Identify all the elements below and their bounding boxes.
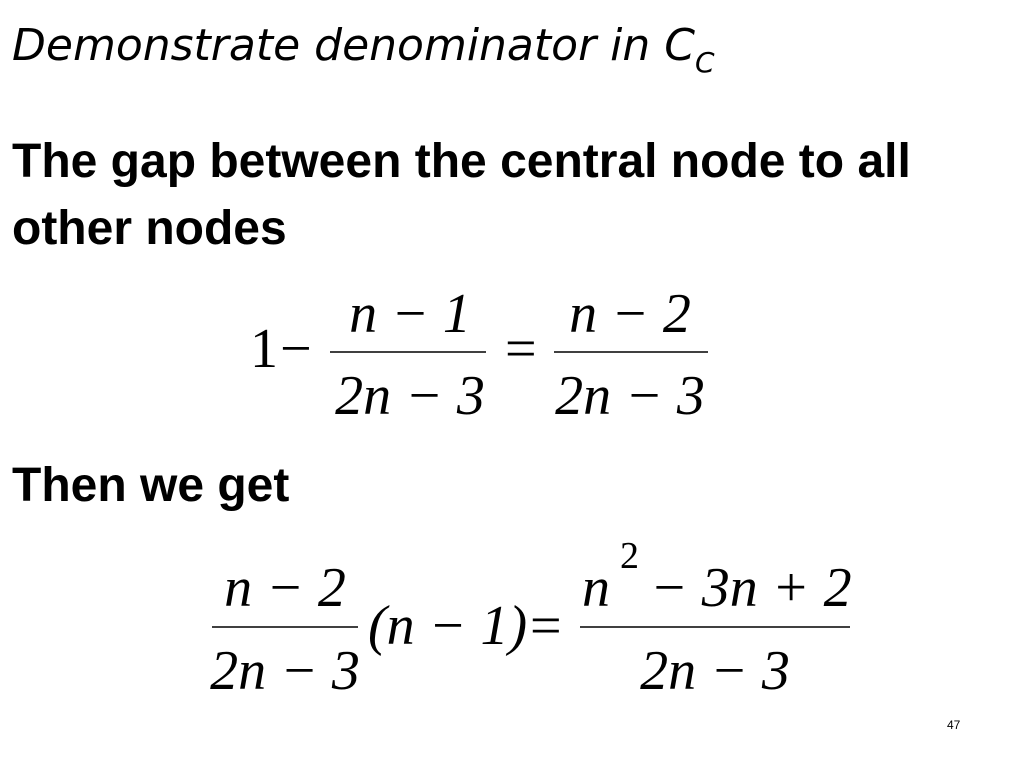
eq1-one: 1 xyxy=(250,318,278,380)
eq2-equals: = xyxy=(530,595,562,657)
title-subscript: C xyxy=(694,46,715,79)
eq2-denominator-right: 2n − 3 xyxy=(640,640,790,702)
eq2-numerator-exponent: 2 xyxy=(620,535,639,577)
gap-description: The gap between the central node to all other nodes xyxy=(12,135,911,255)
eq1-numerator-left: n − 1 xyxy=(349,283,471,345)
eq2-numerator-left: n − 2 xyxy=(224,557,346,619)
eq1-denominator-right: 2n − 3 xyxy=(555,365,705,427)
then-we-get-text: Then we get xyxy=(12,459,290,512)
eq1-numerator-right: n − 2 xyxy=(569,283,691,345)
eq2-numerator-base: n xyxy=(582,557,610,619)
equation-gap xyxy=(240,282,720,432)
page-number: 47 xyxy=(947,718,961,732)
eq1-equals: = xyxy=(505,318,537,380)
eq1-minus: − xyxy=(280,318,312,380)
eq1-denominator-left: 2n − 3 xyxy=(335,365,485,427)
equation-result xyxy=(200,534,860,704)
title-main: Demonstrate denominator in C xyxy=(12,20,695,71)
eq2-denominator-left: 2n − 3 xyxy=(210,640,360,702)
eq2-numerator-rest: − 3n + 2 xyxy=(650,557,852,619)
slide-title xyxy=(12,20,715,79)
eq2-factor: (n − 1) xyxy=(368,595,528,657)
